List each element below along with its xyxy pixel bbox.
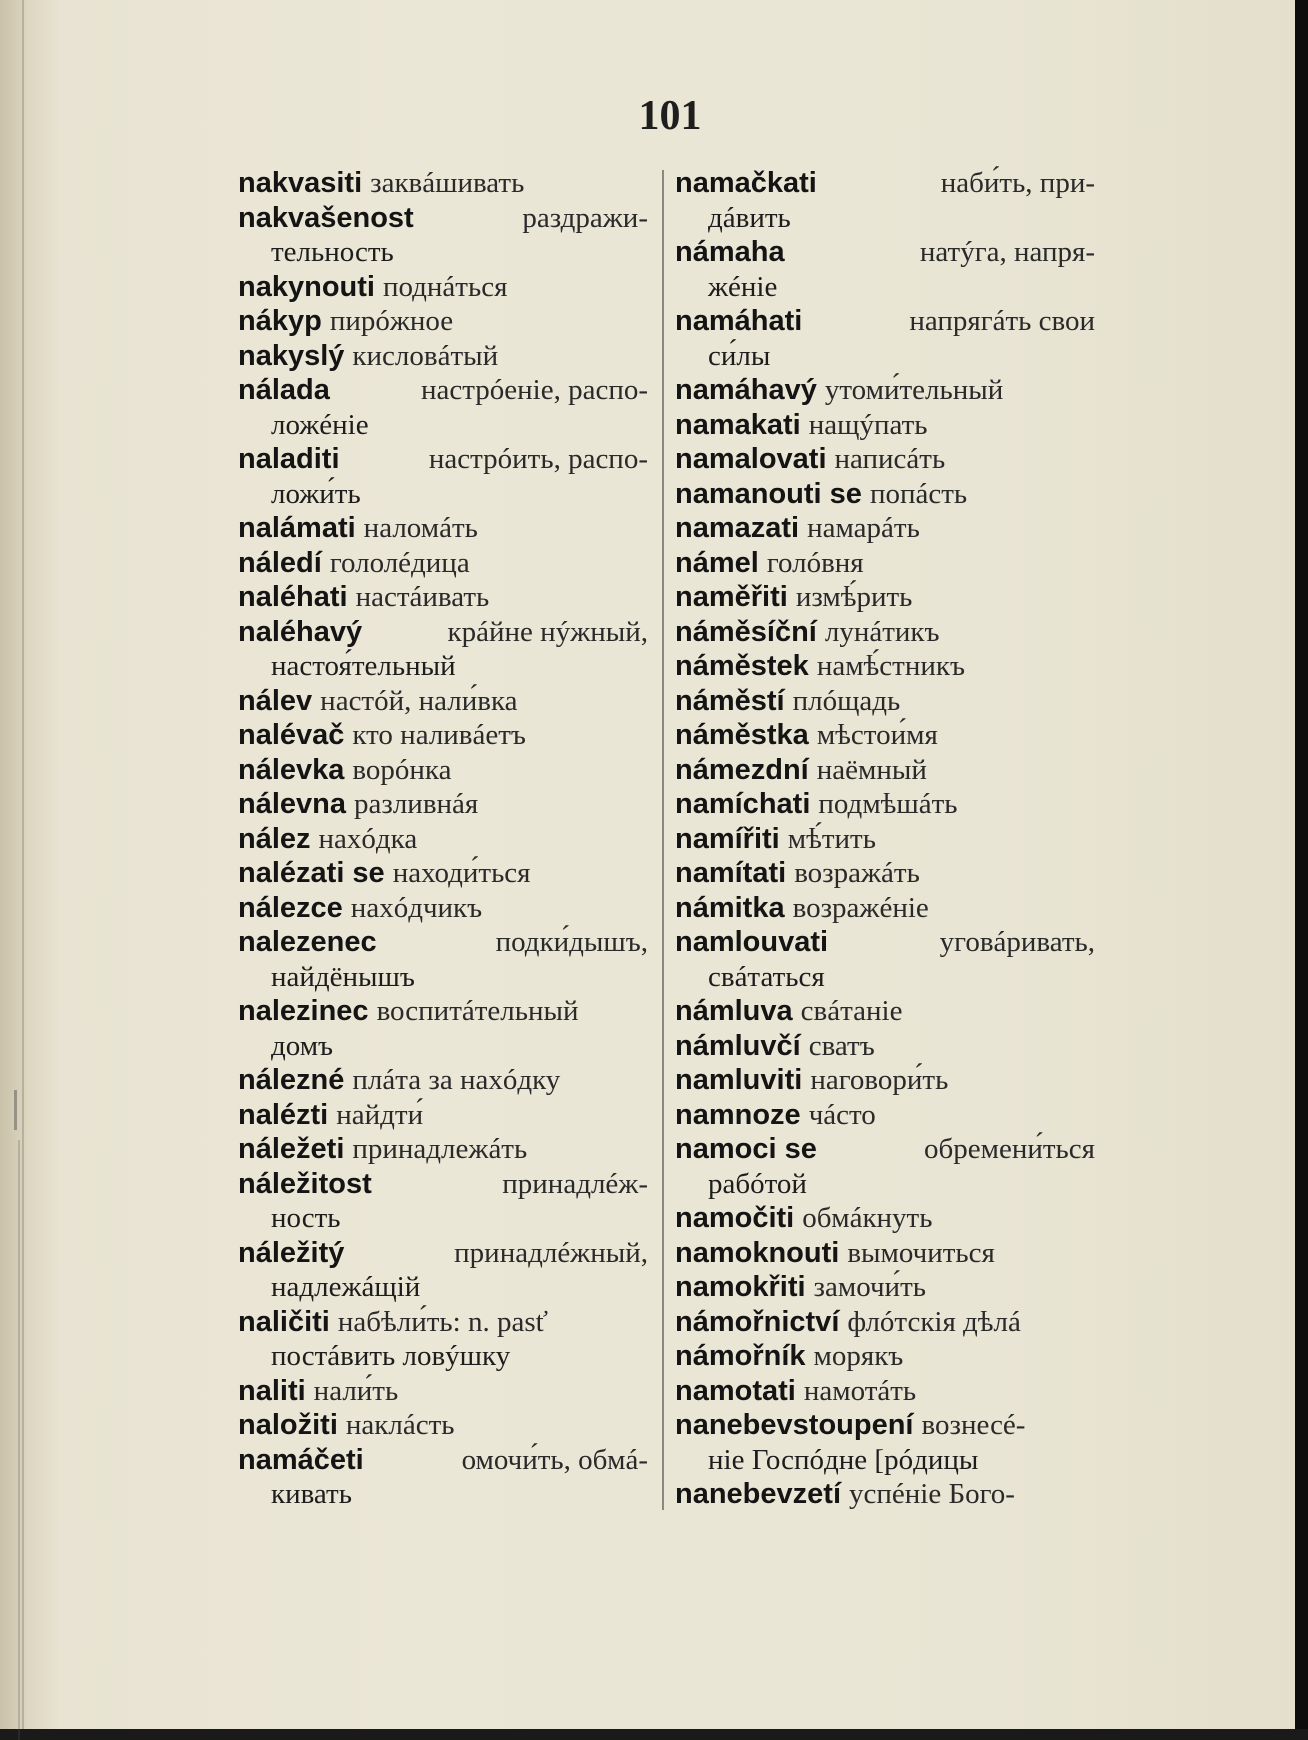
dictionary-entry: [238, 1236, 648, 1271]
entry-translation: измѣ́рить: [795, 581, 913, 613]
entry-headword: náležeti: [238, 1133, 345, 1165]
entry-continuation: ложéніе: [271, 408, 369, 441]
entry-headword: nálada: [238, 374, 330, 406]
entry-translation: наломáть: [363, 512, 478, 544]
left-column: [238, 166, 648, 1512]
dictionary-entry: [675, 891, 1095, 926]
dictionary-entry: [238, 925, 648, 960]
dictionary-entry: [675, 615, 1095, 650]
entry-translation: свáтаніе: [800, 995, 903, 1027]
dictionary-entry: [238, 891, 648, 926]
entry-translation: подки́дышъ,: [495, 926, 648, 958]
dictionary-entry: [238, 270, 648, 305]
dictionary-entry: [675, 1132, 1095, 1167]
dictionary-entry: [675, 373, 1095, 408]
entry-headword: naléhati: [238, 581, 348, 613]
entry-translation: мѣ́тить: [787, 822, 876, 855]
entry-headword: naléhavý: [238, 615, 363, 648]
entry-continuation: ніе Госпóдне [рóдицы: [708, 1443, 979, 1476]
dictionary-entry: [238, 718, 648, 753]
entry-headword: námezdní: [675, 753, 809, 786]
entry-translation: намарáть: [807, 512, 920, 544]
entry-continuation: си́лы: [708, 339, 771, 372]
entry-headword: namačkati: [675, 167, 817, 199]
dictionary-entry: [675, 1029, 1095, 1064]
entry-translation: нащýпать: [808, 408, 928, 441]
entry-translation: гололéдица: [329, 546, 470, 579]
entry-headword: nakvašenost: [238, 201, 414, 234]
dictionary-entry: [675, 684, 1095, 719]
entry-translation: намѣ́стникъ: [816, 650, 965, 682]
dictionary-entry: [675, 1201, 1095, 1236]
entry-headword: náledí: [238, 546, 322, 579]
entry-headword: námořník: [675, 1340, 806, 1372]
entry-translation: пирóжное: [329, 305, 454, 337]
dictionary-entry: [675, 1374, 1095, 1409]
dictionary-entry: [238, 787, 648, 822]
entry-headword: namokřiti: [675, 1271, 806, 1303]
entry-headword: náměstka: [675, 719, 809, 751]
entry-translation: плóщадь: [792, 684, 901, 717]
dictionary-entry: [675, 1477, 1095, 1512]
dictionary-entry: [675, 1270, 1095, 1305]
entry-headword: namakati: [675, 408, 801, 441]
dictionary-entry: [675, 1408, 1095, 1443]
entry-continuation: жéніе: [708, 270, 778, 303]
dictionary-entry: [238, 511, 648, 546]
entry-translation: флóтскія дѣлá: [847, 1305, 1021, 1338]
entry-headword: namlouvati: [675, 926, 829, 958]
entry-translation: настрóеніе, распо-: [420, 374, 648, 406]
entry-translation: найдти́: [336, 1098, 424, 1131]
entry-headword: namazati: [675, 512, 800, 544]
entry-continuation: дáвить: [708, 201, 791, 234]
dictionary-entry: [675, 408, 1095, 443]
entry-translation: кто наливáетъ: [352, 719, 526, 751]
entry-translation: наёмный: [816, 753, 927, 786]
dictionary-entry: [238, 615, 648, 650]
entry-translation: замочи́ть: [813, 1271, 926, 1303]
entry-continuation: рабóтой: [708, 1167, 807, 1200]
dictionary-entry: [675, 166, 1095, 201]
dictionary-entry: [238, 201, 648, 236]
entry-headword: namítati: [675, 857, 787, 889]
entry-translation: натýга, напря-: [919, 236, 1095, 268]
entry-headword: namotati: [675, 1374, 796, 1407]
entry-continuation: ложи́ть: [271, 477, 361, 510]
dictionary-entry: [675, 1098, 1095, 1133]
entry-translation: плáта за нахóдку: [352, 1064, 561, 1096]
entry-headword: námořnictví: [675, 1305, 840, 1338]
entry-continuation: ность: [271, 1202, 341, 1234]
entry-translation: чáсто: [808, 1098, 876, 1131]
entry-translation: разливнáя: [354, 788, 479, 820]
entry-headword: nalézti: [238, 1098, 329, 1131]
entry-headword: náležitý: [238, 1236, 345, 1269]
entry-translation: обмáкнуть: [802, 1202, 933, 1234]
dictionary-entry: [238, 753, 648, 788]
entry-headword: námel: [675, 546, 759, 579]
entry-translation: мѣстои́мя: [816, 719, 938, 751]
entry-translation: раздражи-: [522, 201, 648, 234]
margin-mark: [14, 1090, 17, 1130]
entry-headword: naličiti: [238, 1305, 330, 1338]
entry-translation: написáть: [834, 443, 946, 475]
entry-headword: naliti: [238, 1374, 306, 1407]
dictionary-entry: [238, 1132, 648, 1167]
entry-continuation: тельность: [271, 236, 394, 268]
dictionary-entry: [238, 546, 648, 581]
entry-translation: попáсть: [869, 477, 968, 510]
entry-headword: námaha: [675, 236, 785, 268]
entry-headword: namířiti: [675, 822, 780, 855]
dictionary-entry: [238, 339, 648, 374]
right-column: [675, 166, 1095, 1512]
entry-translation: нахóдка: [318, 822, 418, 855]
entry-translation: возражáть: [794, 857, 920, 889]
entry-headword: namoknouti: [675, 1236, 840, 1269]
page-gutter: [22, 0, 24, 1729]
entry-headword: nakyslý: [238, 339, 345, 372]
entry-translation: наговори́ть: [810, 1064, 949, 1096]
entry-translation: набѣли́ть: n. pasť: [337, 1305, 548, 1338]
entry-headword: nález: [238, 822, 311, 855]
entry-headword: náležitost: [238, 1167, 372, 1200]
entry-headword: naladiti: [238, 443, 340, 475]
dictionary-entry: [238, 166, 648, 201]
entry-headword: nákyp: [238, 305, 322, 337]
entry-translation: голóвня: [766, 546, 864, 579]
entry-translation: воспитáтельный: [376, 995, 579, 1027]
dictionary-entry: [675, 822, 1095, 857]
entry-headword: namáhavý: [675, 374, 817, 406]
entry-translation: кисловáтый: [352, 339, 499, 372]
dictionary-entry: [675, 856, 1095, 891]
entry-translation: вымочиться: [847, 1236, 995, 1269]
entry-translation: напрягáть свои: [909, 305, 1095, 337]
entry-headword: nakynouti: [238, 270, 375, 303]
dictionary-entry: [675, 1063, 1095, 1098]
entry-headword: nalezinec: [238, 995, 369, 1027]
entry-headword: nálezce: [238, 891, 343, 924]
entry-translation: нахóдчикъ: [350, 891, 483, 924]
dictionary-entry: [675, 304, 1095, 339]
entry-continuation: свáтаться: [708, 960, 825, 993]
dictionary-entry: [675, 477, 1095, 512]
entry-headword: namáhati: [675, 305, 803, 337]
entry-headword: nalévač: [238, 719, 345, 751]
scan-border: [1295, 0, 1308, 1729]
entry-translation: нали́ть: [313, 1374, 399, 1407]
entry-headword: namluviti: [675, 1064, 803, 1096]
dictionary-entry: [238, 442, 648, 477]
entry-headword: náměstek: [675, 650, 809, 682]
dictionary-entry: [238, 373, 648, 408]
dictionary-entry: [238, 304, 648, 339]
entry-headword: namalovati: [675, 443, 827, 475]
dictionary-entry: [675, 753, 1095, 788]
entry-translation: подмѣшáть: [818, 788, 958, 820]
entry-translation: вознесé-: [921, 1409, 1026, 1441]
dictionary-entry: [238, 1443, 648, 1478]
dictionary-entry: [238, 1408, 648, 1443]
dictionary-entry: [238, 1374, 648, 1409]
entry-headword: namoci se: [675, 1133, 817, 1165]
entry-translation: утоми́тельный: [824, 374, 1004, 406]
dictionary-entry: [238, 1167, 648, 1202]
dictionary-entry: [675, 580, 1095, 615]
entry-headword: nálev: [238, 684, 313, 717]
entry-headword: naměřiti: [675, 581, 788, 613]
entry-headword: namanouti se: [675, 477, 862, 510]
entry-translation: успéніе Бого-: [849, 1478, 1015, 1510]
dictionary-entry: [675, 925, 1095, 960]
dictionary-entry: [675, 546, 1095, 581]
dictionary-entry: [238, 684, 648, 719]
entry-translation: крáйне нýжный,: [447, 615, 648, 648]
entry-translation: морякъ: [813, 1340, 904, 1372]
entry-headword: namnoze: [675, 1098, 801, 1131]
entry-translation: настóй, нали́вка: [320, 684, 518, 717]
entry-translation: обремени́ться: [924, 1133, 1095, 1165]
dictionary-entry: [238, 580, 648, 615]
entry-continuation: кивать: [271, 1478, 352, 1510]
entry-headword: náměstí: [675, 684, 785, 717]
entry-headword: nálevna: [238, 788, 346, 820]
entry-translation: омочи́ть, обмá-: [461, 1443, 648, 1476]
dictionary-entry: [238, 994, 648, 1029]
margin-mark: [18, 1140, 20, 1740]
entry-translation: возражéніе: [792, 891, 929, 924]
entry-headword: námluva: [675, 995, 793, 1027]
entry-translation: ворóнка: [352, 753, 452, 786]
entry-headword: námluvčí: [675, 1029, 801, 1062]
entry-translation: поднáться: [382, 270, 508, 303]
entry-headword: nalézati se: [238, 857, 385, 889]
entry-headword: naložiti: [238, 1409, 338, 1441]
entry-continuation: постáвить ловýшку: [271, 1340, 511, 1372]
entry-translation: настáивать: [355, 581, 490, 613]
entry-continuation: надлежáщій: [271, 1271, 421, 1303]
dictionary-entry: [675, 1305, 1095, 1340]
dictionary-entry: [675, 718, 1095, 753]
entry-translation: принадлéж-: [502, 1167, 648, 1200]
entry-headword: nalámati: [238, 512, 356, 544]
entry-translation: уговáривать,: [939, 926, 1095, 958]
dictionary-entry: [238, 1063, 648, 1098]
entry-translation: сватъ: [808, 1029, 875, 1062]
entry-headword: nálevka: [238, 753, 345, 786]
entry-headword: námitka: [675, 891, 785, 924]
entry-translation: настрóить, распо-: [428, 443, 648, 475]
dictionary-entry: [675, 994, 1095, 1029]
dictionary-entry: [238, 822, 648, 857]
entry-translation: находи́ться: [392, 857, 531, 889]
entry-translation: заквáшивать: [370, 167, 525, 199]
page-number: 101: [638, 93, 702, 139]
dictionary-entry: [238, 1098, 648, 1133]
dictionary-entry: [675, 235, 1095, 270]
entry-continuation: настоя́тельный: [271, 650, 456, 682]
dictionary-entry: [675, 511, 1095, 546]
dictionary-entry: [238, 1305, 648, 1340]
dictionary-entry: [675, 787, 1095, 822]
dictionary-entry: [675, 649, 1095, 684]
dictionary-entry: [675, 1339, 1095, 1374]
entry-translation: лунáтикъ: [824, 615, 940, 648]
entry-translation: наклáсть: [345, 1409, 455, 1441]
entry-headword: nakvasiti: [238, 167, 363, 199]
dictionary-entry: [675, 442, 1095, 477]
entry-headword: namočiti: [675, 1202, 795, 1234]
dictionary-entry: [675, 1236, 1095, 1271]
entry-translation: принадлéжный,: [454, 1236, 648, 1269]
entry-headword: nanebevzetí: [675, 1478, 841, 1510]
entry-headword: nálezné: [238, 1064, 345, 1096]
entry-headword: namáčeti: [238, 1443, 364, 1476]
entry-translation: принадлежáть: [352, 1133, 528, 1165]
entry-translation: намотáть: [803, 1374, 917, 1407]
entry-translation: наби́ть, при-: [940, 167, 1095, 199]
entry-continuation: найдёнышъ: [271, 960, 415, 993]
entry-headword: nanebevstoupení: [675, 1409, 914, 1441]
entry-headword: náměsíční: [675, 615, 817, 648]
dictionary-entry: [238, 856, 648, 891]
entry-continuation: домъ: [271, 1029, 334, 1062]
entry-headword: nalezenec: [238, 926, 377, 958]
column-divider: [662, 170, 664, 1510]
entry-headword: namíchati: [675, 788, 811, 820]
